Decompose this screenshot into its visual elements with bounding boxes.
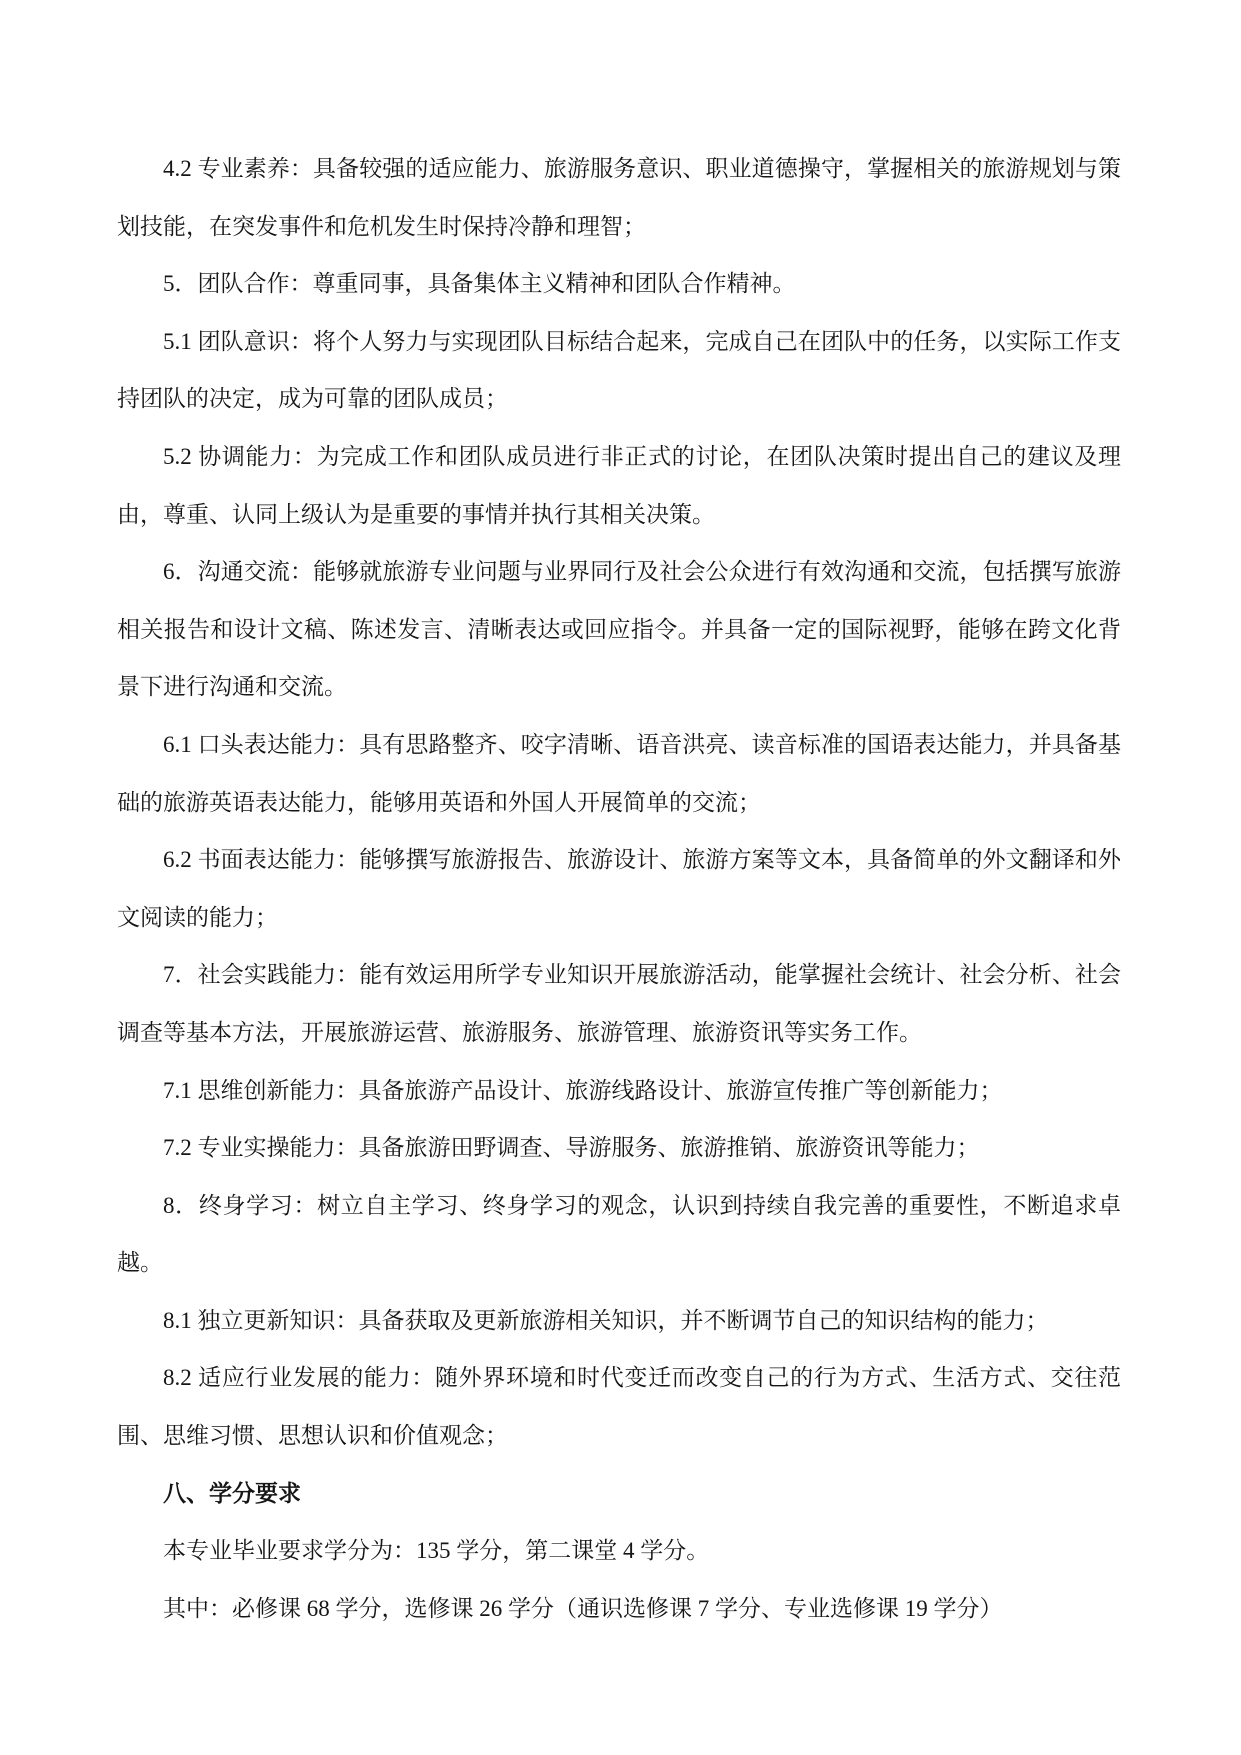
paragraph-8-2-industry-adaptation: 8.2 适应行业发展的能力：随外界环境和时代变迁而改变自己的行为方式、生活方式、交往范围、思维习惯、思想认识和价值观念； <box>117 1365 1121 1449</box>
paragraph-8-lifelong-learning: 8．终身学习：树立自主学习、终身学习的观念，认识到持续自我完善的重要性，不断追求卓越。 <box>117 1192 1121 1276</box>
paragraph-total-credits: 本专业毕业要求学分为：135 学分，第二课堂 4 学分。 <box>163 1538 710 1564</box>
heading-credit-requirements: 八、学分要求 <box>163 1480 301 1506</box>
paragraph-6-communication: 6．沟通交流：能够就旅游专业问题与业界同行及社会公众进行有效沟通和交流，包括撰写旅游相关报告和设计文稿、陈述发言、清晰表达或回应指令。并具备一定的国际视野，能够在跨文化背景下进行沟通和交流。 <box>117 559 1121 700</box>
paragraph-7-1-creative-thinking: 7.1 思维创新能力：具备旅游产品设计、旅游线路设计、旅游宣传推广等创新能力； <box>163 1077 1003 1103</box>
paragraph-8-1-knowledge-update: 8.1 独立更新知识：具备获取及更新旅游相关知识，并不断调节自己的知识结构的能力； <box>163 1307 1049 1333</box>
paragraph-7-social-practice: 7．社会实践能力：能有效运用所学专业知识开展旅游活动，能掌握社会统计、社会分析、社会调查等基本方法，开展旅游运营、旅游服务、旅游管理、旅游资讯等实务工作。 <box>117 962 1121 1045</box>
paragraph-5-2-coordination: 5.2 协调能力：为完成工作和团队成员进行非正式的讨论，在团队决策时提出自己的建议及理由，尊重、认同上级认为是重要的事情并执行其相关决策。 <box>117 443 1121 527</box>
paragraph-6-2-written-expression: 6.2 书面表达能力：能够撰写旅游报告、旅游设计、旅游方案等文本，具备简单的外文翻译和外文阅读的能力； <box>117 847 1121 930</box>
paragraph-6-1-oral-expression: 6.1 口头表达能力：具有思路整齐、咬字清晰、语音洪亮、读音标准的国语表达能力，并具备基础的旅游英语表达能力，能够用英语和外国人开展简单的交流； <box>117 731 1121 815</box>
paragraph-5-teamwork: 5．团队合作：尊重同事，具备集体主义精神和团队合作精神。 <box>163 271 796 297</box>
paragraph-7-2-practical-skills: 7.2 专业实操能力：具备旅游田野调查、导游服务、旅游推销、旅游资讯等能力； <box>163 1135 980 1161</box>
paragraph-credit-breakdown: 其中：必修课 68 学分，选修课 26 学分（通识选修课 7 学分、专业选修课 19 学分） <box>163 1595 1003 1621</box>
paragraph-5-1-team-awareness: 5.1 团队意识：将个人努力与实现团队目标结合起来，完成自己在团队中的任务，以实际工作支持团队的决定，成为可靠的团队成员； <box>117 328 1121 412</box>
paragraph-4-2-professional-quality: 4.2 专业素养：具备较强的适应能力、旅游服务意识、职业道德操守，掌握相关的旅游规划与策划技能，在突发事件和危机发生时保持冷静和理智； <box>117 156 1121 239</box>
